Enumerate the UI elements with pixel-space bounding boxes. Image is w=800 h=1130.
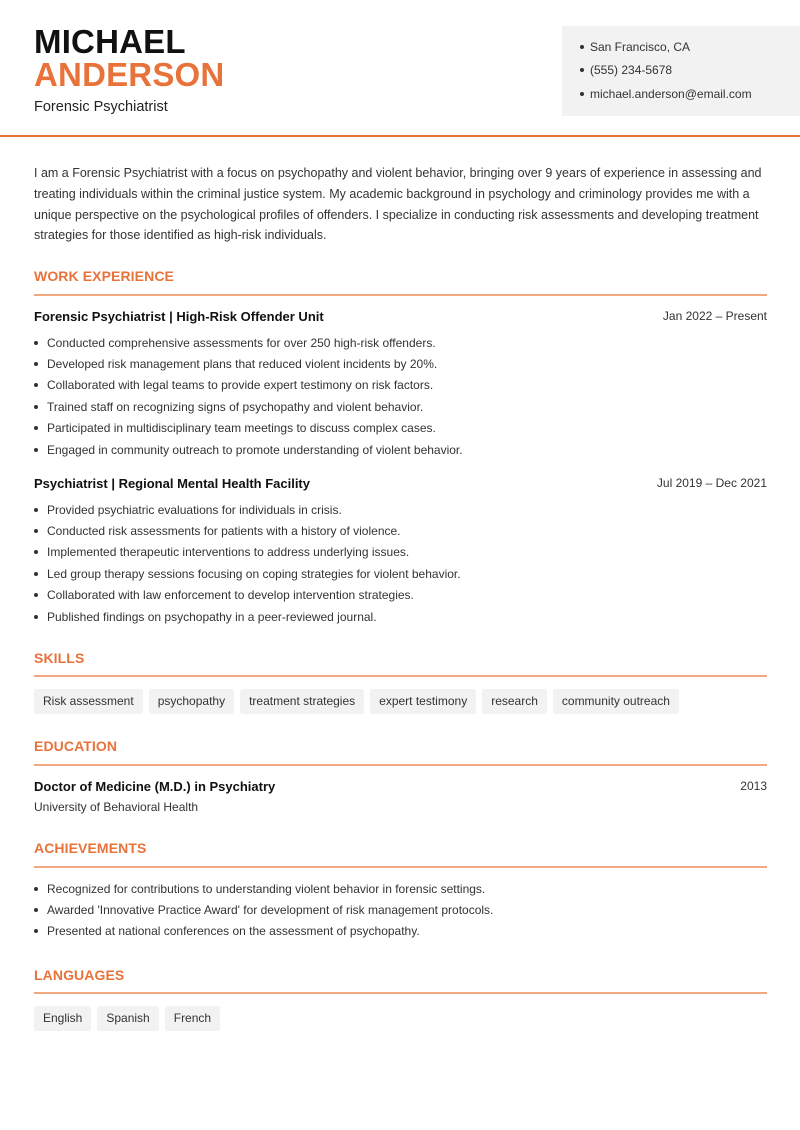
bullet-dot-icon xyxy=(34,405,38,409)
bullet-text: Recognized for contributions to understanding violent behavior in forensic settings. xyxy=(47,881,486,896)
job-role: Psychiatrist | Regional Mental Health Facility xyxy=(34,476,310,491)
section-divider xyxy=(34,764,767,766)
contact-email xyxy=(580,87,752,101)
list-item xyxy=(34,439,767,460)
list-item xyxy=(34,375,767,396)
school-name: University of Behavioral Health xyxy=(34,800,199,814)
bullet-text: Engaged in community outreach to promote understanding of violent behavior. xyxy=(47,442,463,457)
language-tag: English xyxy=(34,1006,91,1031)
job-bullet-list xyxy=(34,499,767,627)
skill-tag: expert testimony xyxy=(370,689,476,714)
contact-box xyxy=(562,26,800,116)
email-text: michael.anderson@email.com xyxy=(590,87,752,101)
education-heading: EDUCATION xyxy=(34,738,118,754)
contact-location xyxy=(580,40,690,54)
bullet-dot-icon xyxy=(34,572,38,576)
bullet-text: Trained staff on recognizing signs of psychopathy and violent behavior. xyxy=(47,399,424,414)
bullet-text: Published findings on psychopathy in a peer-reviewed journal. xyxy=(47,609,377,624)
bullet-dot-icon xyxy=(580,45,584,49)
bullet-dot-icon xyxy=(34,362,38,366)
section-divider xyxy=(34,294,767,296)
list-item xyxy=(34,499,767,520)
job-dates: Jan 2022 – Present xyxy=(662,309,767,323)
job-entry-header xyxy=(34,309,767,327)
list-item xyxy=(34,899,767,920)
job-dates: Jul 2019 – Dec 2021 xyxy=(656,476,767,490)
bullet-text: Awarded 'Innovative Practice Award' for development of risk management protocols. xyxy=(47,903,494,918)
phone-text: (555) 234-5678 xyxy=(590,63,673,77)
list-item xyxy=(34,606,767,627)
list-item xyxy=(34,418,767,439)
bullet-text: Participated in multidisciplinary team meetings to discuss complex cases. xyxy=(47,421,436,436)
skill-tag: research xyxy=(482,689,547,714)
language-tag: Spanish xyxy=(97,1006,158,1031)
list-item xyxy=(34,563,767,584)
bullet-dot-icon xyxy=(34,929,38,933)
bullet-dot-icon xyxy=(580,68,584,72)
languages-tag-list xyxy=(34,1006,220,1031)
bullet-text: Conducted comprehensive assessments for over 250 high-risk offenders. xyxy=(47,335,436,350)
work-experience-heading: WORK EXPERIENCE xyxy=(34,268,174,284)
job-title: Forensic Psychiatrist xyxy=(34,99,168,115)
contact-phone xyxy=(580,63,672,77)
bullet-dot-icon xyxy=(34,887,38,891)
job-entry-header xyxy=(34,476,767,494)
language-tag: French xyxy=(165,1006,220,1031)
first-name: MICHAEL xyxy=(34,23,186,60)
bullet-dot-icon xyxy=(34,908,38,912)
summary-paragraph: I am a Forensic Psychiatrist with a focus on psychopathy and violent behavior, bringing over 9 years of experience in assessing and treating individuals within the criminal justice system. My academic background in psychology and criminology provides me with a unique perspective on the psychological profiles of offenders. I specialize in conducting risk assessments and developing treatment strategies for those identified as high-risk individuals. xyxy=(34,166,762,243)
skills-heading: SKILLS xyxy=(34,650,85,666)
list-item xyxy=(34,353,767,374)
bullet-dot-icon xyxy=(34,383,38,387)
section-divider xyxy=(34,992,767,994)
achievements-heading: ACHIEVEMENTS xyxy=(34,840,147,856)
bullet-text: Led group therapy sessions focusing on coping strategies for violent behavior. xyxy=(47,566,461,581)
bullet-dot-icon xyxy=(34,593,38,597)
skill-tag: treatment strategies xyxy=(240,689,364,714)
bullet-text: Developed risk management plans that reduced violent incidents by 20%. xyxy=(47,357,438,372)
graduation-year: 2013 xyxy=(740,779,767,793)
skills-tag-list xyxy=(34,689,679,714)
last-name: ANDERSON xyxy=(34,56,225,93)
bullet-text: Collaborated with legal teams to provide expert testimony on risk factors. xyxy=(47,378,434,393)
location-text: San Francisco, CA xyxy=(590,40,691,54)
bullet-text: Provided psychiatric evaluations for individuals in crisis. xyxy=(47,502,342,517)
skill-tag: Risk assessment xyxy=(34,689,143,714)
bullet-text: Collaborated with law enforcement to develop intervention strategies. xyxy=(47,588,414,603)
bullet-dot-icon xyxy=(34,529,38,533)
education-entry-header xyxy=(34,779,767,797)
job-bullet-list xyxy=(34,332,767,460)
bullet-text: Presented at national conferences on the assessment of psychopathy. xyxy=(47,924,420,939)
bullet-dot-icon xyxy=(580,92,584,96)
resume-header xyxy=(0,0,800,137)
bullet-dot-icon xyxy=(34,550,38,554)
bullet-dot-icon xyxy=(34,448,38,452)
bullet-text: Implemented therapeutic interventions to address underlying issues. xyxy=(47,545,410,560)
list-item xyxy=(34,585,767,606)
section-divider xyxy=(34,866,767,868)
skill-tag: psychopathy xyxy=(149,689,234,714)
skill-tag: community outreach xyxy=(553,689,679,714)
list-item xyxy=(34,921,767,942)
bullet-dot-icon xyxy=(34,341,38,345)
degree-title: Doctor of Medicine (M.D.) in Psychiatry xyxy=(34,779,276,794)
bullet-dot-icon xyxy=(34,508,38,512)
languages-heading: LANGUAGES xyxy=(34,967,125,983)
job-role: Forensic Psychiatrist | High-Risk Offender Unit xyxy=(34,309,324,324)
achievements-list xyxy=(34,878,767,942)
list-item xyxy=(34,332,767,353)
list-item xyxy=(34,396,767,417)
bullet-dot-icon xyxy=(34,615,38,619)
list-item xyxy=(34,520,767,541)
bullet-dot-icon xyxy=(34,426,38,430)
section-divider xyxy=(34,675,767,677)
list-item xyxy=(34,878,767,899)
list-item xyxy=(34,542,767,563)
bullet-text: Conducted risk assessments for patients with a history of violence. xyxy=(47,524,401,539)
